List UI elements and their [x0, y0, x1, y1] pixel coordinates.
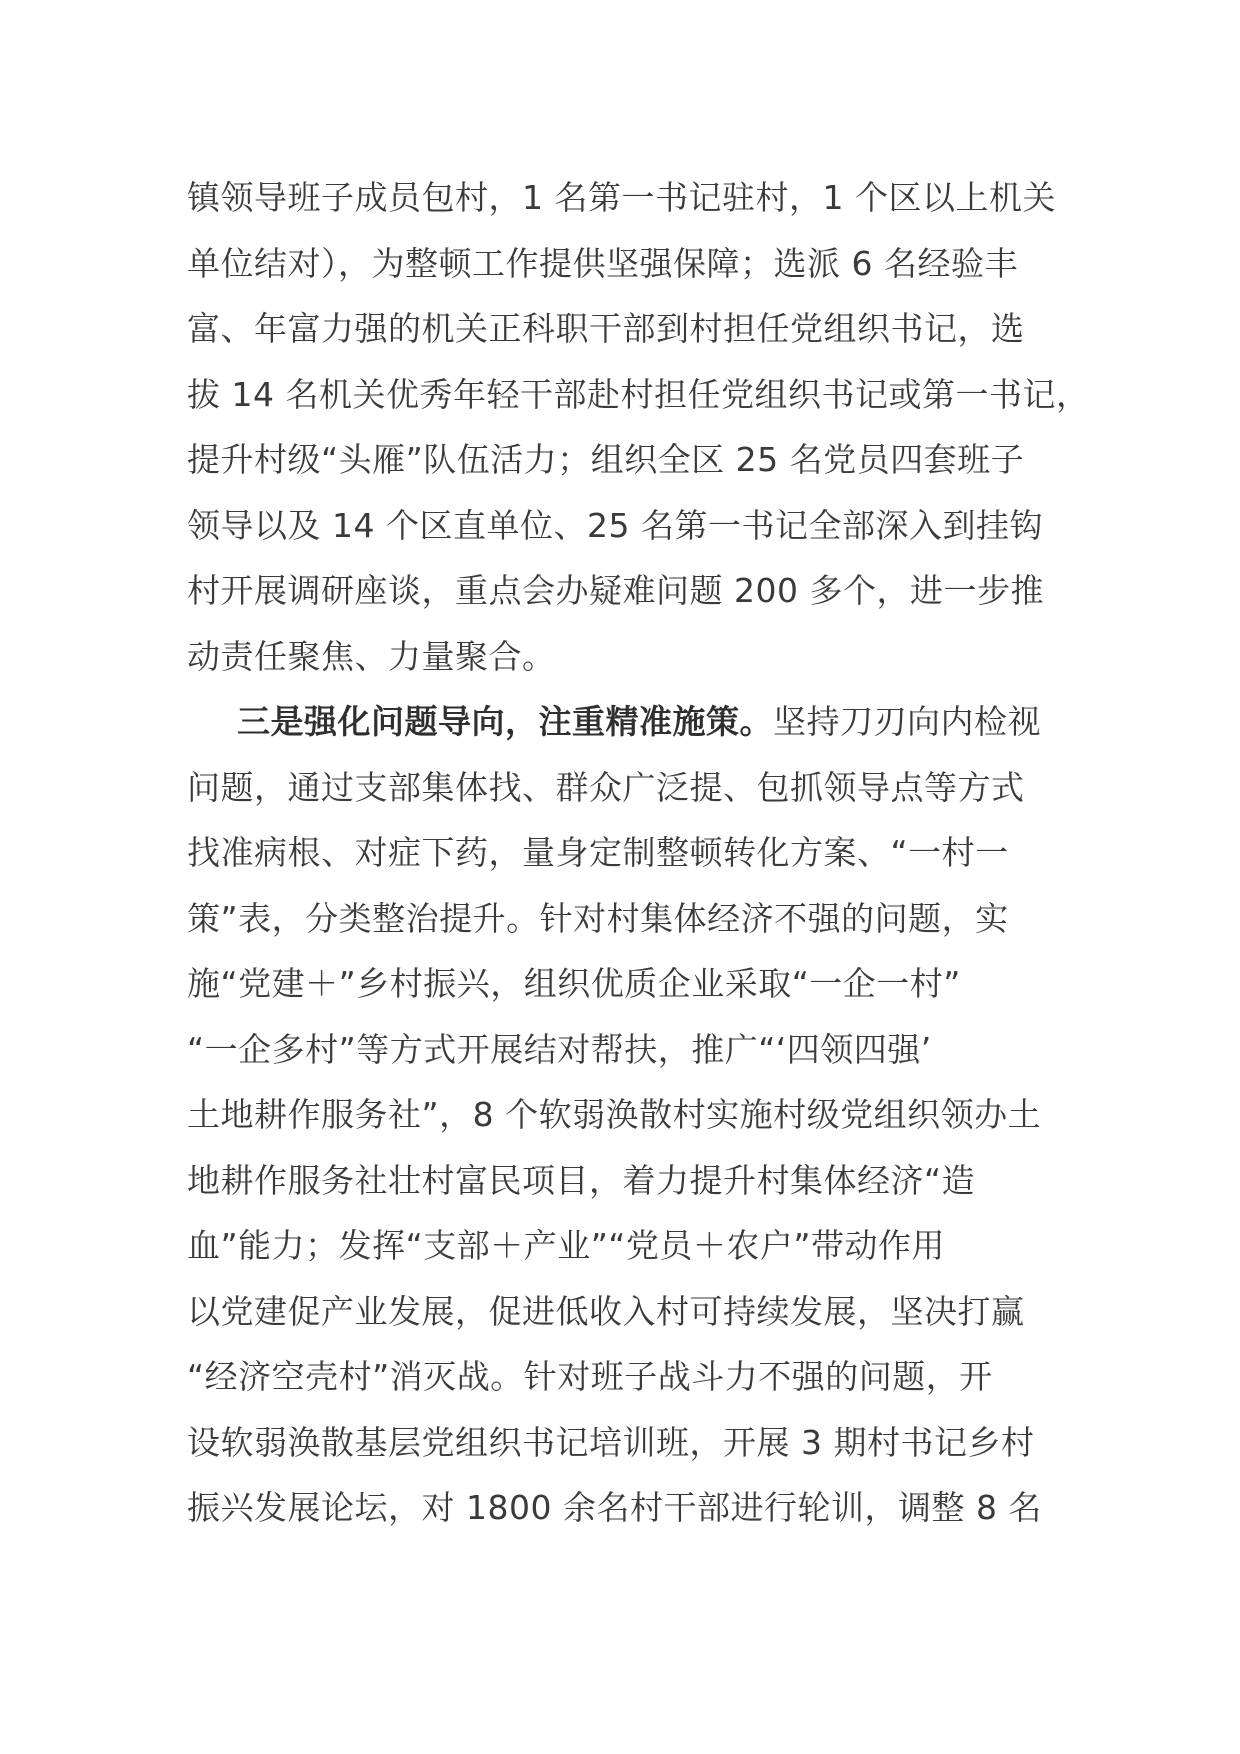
text-line: 镇领导班子成员包村，1 名第一书记驻村，1 个区以上机关 [187, 178, 1056, 217]
text-line: 动责任聚焦、力量聚合。 [187, 636, 556, 676]
text-line: 血”能力；发挥“支部＋产业”“党员＋农户”带动作用 [187, 1226, 945, 1265]
text-line: 拔 14 名机关优秀年轻干部赴村担任党组织书记或第一书记， [187, 374, 1090, 414]
text-line: 村开展调研座谈，重点会办疑难问题 200 多个，进一步推 [187, 571, 1044, 610]
text-line-first [187, 689, 1067, 755]
body-text [187, 165, 1090, 1541]
text-line: 单位结对），为整顿工作提供坚强保障；选派 6 名经验丰 [187, 243, 1018, 283]
text-line: 问题，通过支部集体找、群众广泛提、包抓领导点等方式 [187, 767, 1025, 807]
text-line: 富、年富力强的机关正科职干部到村担任党组织书记，选 [187, 309, 1025, 348]
text-line: “一企多村”等方式开展结对帮扶，推广“‘四领四强’ [187, 1029, 932, 1069]
text-line: 以党建促产业发展，促进低收入村可持续发展，坚决打赢 [187, 1291, 1025, 1331]
text-line: 策”表，分类整治提升。针对村集体经济不强的问题，实 [187, 898, 1009, 938]
text-line: 施“党建＋”乡村振兴，组织优质企业采取“一企一村” [187, 964, 961, 1003]
text-line: 设软弱涣散基层党组织书记培训班，开展 3 期村书记乡村 [187, 1422, 1035, 1462]
text-line: 地耕作服务社壮村富民项目，着力提升村集体经济“造 [187, 1160, 976, 1200]
paragraph-lead-heading: 三是强化问题导向，注重精准施策。 [237, 702, 773, 741]
text-line: 提升村级“头雁”队伍活力；组织全区 25 名党员四套班子 [187, 440, 1025, 479]
text-line: 土地耕作服务社”，8 个软弱涣散村实施村级党组织领办土 [187, 1095, 1042, 1134]
text-line: “经济空壳村”消灭战。针对班子战斗力不强的问题，开 [187, 1357, 993, 1396]
text-line: 振兴发展论坛，对 1800 余名村干部进行轮训，调整 8 名 [187, 1488, 1042, 1527]
paragraph-1 [187, 165, 1090, 689]
paragraph-lead-rest: 坚持刀刃向内检视 [773, 702, 1041, 741]
text-line: 领导以及 14 个区直单位、25 名第一书记全部深入到挂钩 [187, 505, 1043, 545]
paragraph-2 [187, 689, 1067, 1541]
text-line: 找准病根、对症下药，量身定制整顿转化方案、“一村一 [187, 833, 1009, 872]
